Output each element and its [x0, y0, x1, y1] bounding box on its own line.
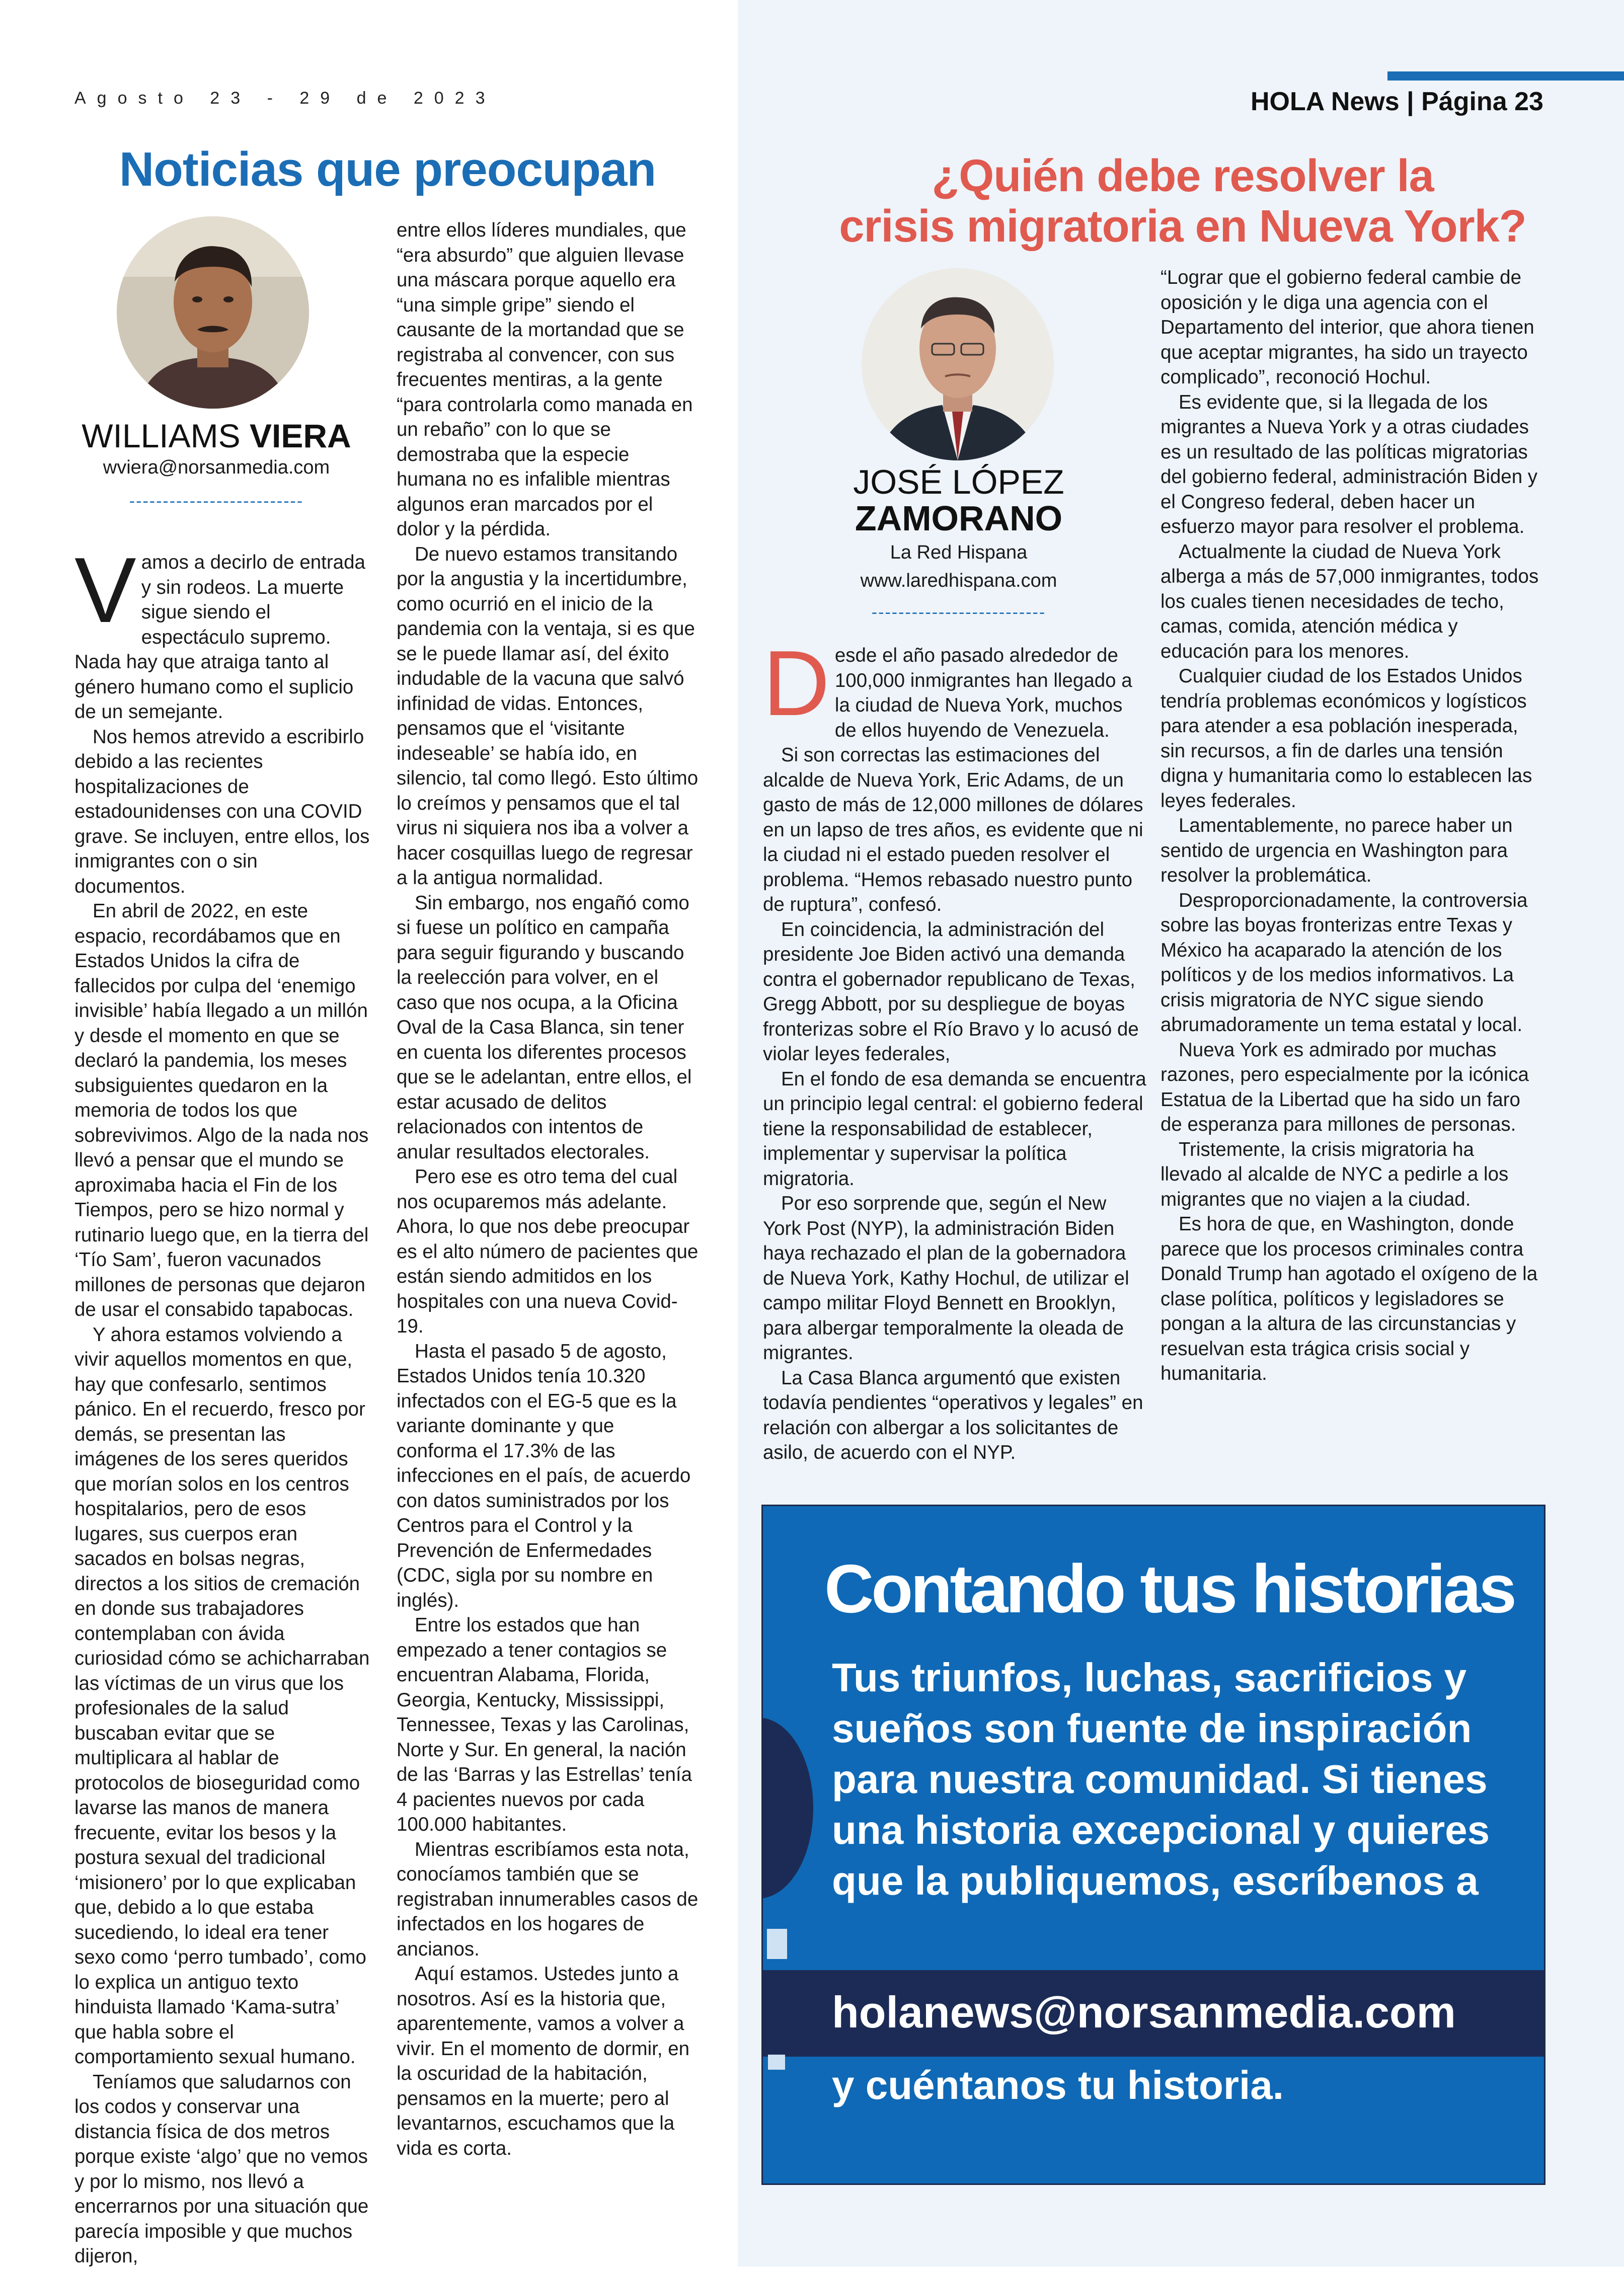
right-article-column-2 — [1161, 265, 1539, 1386]
article-paragraph: Entre los estados que han empezado a tener contagios se encuentran Alabama, Florida, Georgia, Kentucky, Mississippi, Tennessee, Texas y las Carolinas, Norte y Sur. En general, la nación de las ‘Barras y las Estrellas’ tenía 4 pacientes nuevos por cada 100.000 habitantes. — [397, 1614, 692, 1835]
article-paragraph: Tristemente, la crisis migratoria ha llevado al alcalde de NYC a pedirle a los migrantes que no viajen a la ciudad. — [1161, 1138, 1509, 1210]
author-photo-williams-viera — [117, 216, 309, 409]
author-name-line-1: JOSÉ LÓPEZ — [853, 463, 1064, 501]
article-paragraph: Pero ese es otro tema del cual nos ocuparemos más adelante. Ahora, lo que nos debe preocupar es el alto número de pacientes que están siendo admitidos en los hospitales con una nueva Covid-19. — [397, 1166, 699, 1337]
article-paragraph: En el fondo de esa demanda se encuentra un principio legal central: el gobierno federal tiene la responsabilidad de establecer, implementar y supervisar la política migratoria. — [763, 1068, 1146, 1190]
byline-divider: -------------------------- — [129, 492, 304, 511]
article-paragraph: Sin embargo, nos engañó como si fuese un político en campaña para seguir figurando y buscando la reelección para volver, en el caso que nos ocupa, a la Oficina Oval de la Casa Blanca, sin tener en cuenta los diferentes procesos que se le adelantan, entre ellos, el estar acusado de delitos relacionados con intentos de anular resultados electorales. — [397, 892, 692, 1163]
article-paragraph: Mientras escribíamos esta nota, conocíamos también que se registraban innumerables casos de infectados en los hogares de ancianos. — [397, 1838, 699, 1960]
right-article-column-1 — [763, 631, 1146, 1465]
ad-decorative-mark — [767, 1929, 787, 1959]
article-paragraph: En abril de 2022, en este espacio, recordábamos que en Estados Unidos la cifra de fallecidos por culpa del ‘enemigo invisible’ había llegado a un millón y desde el momento en que se declaró la pandemia, los meses subsiguientes quedaron en la memoria de todos los que sobrevivimos. Algo de la nada nos llevó a pensar que el mundo se aproximaba hacia el Fin de los Tiempos, pero se hizo normal y rutinario luego que, en la tierra del ‘Tío Sam’, fueron vacunados millones de personas que dejaron de usar el consabido tapabocas. — [74, 900, 369, 1320]
page-reference: HOLA News | Página 23 — [1251, 87, 1543, 116]
ad-closing: y cuéntanos tu historia. — [832, 2063, 1284, 2107]
article-paragraph: Cualquier ciudad de los Estados Unidos tendría problemas económicos y logísticos para atender a esa población inesperada, sin recursos, a fin de darles una tensión digna y humanitaria como lo establecen las leyes federales. — [1161, 665, 1532, 812]
ad-body: Tus triunfos, luchas, sacrificios y sueños son fuente de inspiración para nuestra comunidad. Si tienes una historia excepcional y quieres que la publiquemos, escríbenos a — [832, 1655, 1490, 1903]
byline-divider: -------------------------- — [871, 603, 1046, 622]
article-paragraph: Desproporcionadamente, la controversia sobre las boyas fronterizas entre Texas y México ha acaparado la atención de los políticos y de los medios informativos. La crisis migratoria de NYC sigue siendo abrumadoramente un tema estatal y local. — [1161, 889, 1528, 1036]
author-portrait-illustration — [862, 268, 1054, 460]
article-paragraph: Nos hemos atrevido a escribirlo debido a las recientes hospitalizaciones de estadounidenses con una COVID grave. Se incluyen, entre ellos, los inmigrantes con o sin documentos. — [74, 726, 370, 897]
left-article-column-2 — [397, 218, 699, 2161]
drop-cap: V — [74, 538, 136, 642]
drop-cap: D — [763, 631, 830, 735]
section-title: Noticias que preocupan — [119, 142, 656, 196]
ad-title: Contando tus historias — [824, 1550, 1514, 1627]
article-paragraph: Aquí estamos. Ustedes junto a nosotros. Así es la historia que, aparentemente, vamos a volver a vivir. En el momento de dormir, en la oscuridad de la habitación, pensamos en la muerte; pero al levantarnos, escuchamos que la vida es corta. — [397, 1963, 690, 2159]
article-paragraph: Nueva York es admirado por muchas razones, pero especialmente por la icónica Estatua de la Libertad que ha sido un faro de esperanza para millones de personas. — [1161, 1039, 1529, 1135]
right-article-headline — [755, 151, 1610, 252]
author-name-line-2: ZAMORANO — [855, 499, 1063, 538]
article-paragraph: Lamentablemente, no parece haber un sentido de urgencia en Washington para resolver la problemática. — [1161, 815, 1513, 886]
ad-email-link[interactable]: holanews@norsanmedia.com — [832, 1987, 1456, 2037]
article-paragraph: “Lograr que el gobierno federal cambie de oposición y le diga una agencia con el Departamento del interior, que ahora tienen que aceptar migrantes, ha sido un trayecto complicado”, reconoció Hochul. — [1161, 267, 1534, 388]
ad-decorative-mark — [768, 2055, 785, 2070]
header-accent-bar — [1387, 71, 1624, 81]
article-paragraph: Si son correctas las estimaciones del alcalde de Nueva York, Eric Adams, de un gasto de más de 12,000 millones de dólares en un lapso de tres años, es evidente que ni la ciudad ni el estado pueden resolver el problema. “Hemos rebasado nuestro punto de ruptura”, confesó. — [763, 744, 1143, 915]
author-byline-left — [65, 417, 367, 511]
promo-ad-box — [761, 1505, 1545, 2185]
author-photo-jose-lopez-zamorano — [862, 268, 1054, 460]
article-paragraph: Teníamos que saludarnos con los codos y conservar una distancia física de dos metros porque existe ‘algo’ que no vemos y por lo mismo, nos llevó a encerrarnos por una situación que parecía imposible y que muchos dijeron, — [74, 2071, 369, 2267]
headline-line-2: crisis migratoria en Nueva York? — [839, 201, 1526, 252]
author-website: www.laredhispana.com — [860, 570, 1057, 591]
article-paragraph: Por eso sorprende que, según el New York Post (NYP), la administración Biden haya rechazado el plan de la gobernadora de Nueva York, Kathy Hochul, de utilizar el campo militar Floyd Bennett en Brooklyn, para albergar temporalmente la oleada de migrantes. — [763, 1193, 1129, 1364]
article-paragraph: Hasta el pasado 5 de agosto, Estados Unidos tenía 10.320 infectados con el EG-5 que es la variante dominante y que conforma el 17.3% de las infecciones en el país, de acuerdo con datos suministrados por los Centros para el Control y la Prevención de Enfermedades (CDC, sigla por su nombre en inglés). — [397, 1340, 691, 1611]
article-paragraph: Desde el año pasado alrededor de 100,000 inmigrantes han llegado a la ciudad de Nueva York, muchos de ellos huyendo de Venezuela. — [763, 631, 1132, 741]
article-paragraph: Vamos a decirlo de entrada y sin rodeos. La muerte sigue siendo el espectáculo supremo. Nada hay que atraiga tanto al género humano como el suplicio de un semejante. — [74, 538, 365, 723]
left-article-column-1 — [74, 538, 372, 2269]
author-organization: La Red Hispana — [890, 542, 1028, 563]
author-byline-right — [825, 464, 1092, 622]
article-paragraph: Actualmente la ciudad de Nueva York alberga a más de 57,000 inmigrantes, todos los cuales tienen necesidades de techo, camas, comida, atención médica y educación para los menores. — [1161, 540, 1539, 662]
author-last-name: VIERA — [250, 417, 351, 454]
author-first-name: WILLIAMS — [82, 417, 241, 454]
article-paragraph: La Casa Blanca argumentó que existen todavía pendientes “operativos y legales” en relación con albergar a los solicitantes de asilo, de acuerdo con el NYP. — [763, 1367, 1143, 1463]
author-email: wviera@norsanmedia.com — [103, 457, 330, 478]
article-paragraph: Y ahora estamos volviendo a vivir aquellos momentos en que, hay que confesarlo, sentimos pánico. En el recuerdo, fresco por demás, se presentan las imágenes de los seres queridos que morían solos en los centros hospitalarios, pero de esos lugares, sus cuerpos eran sacados en bolsas negras, directos a los sitios de cremación en donde sus trabajadores contemplaban con ávida curiosidad cómo se achicharraban las víctimas de un virus que los profesionales de la salud buscaban evitar que se multiplicara al hablar de protocolos de bioseguridad como lavarse las manos de manera frecuente, evitar los besos y la postura sexual del tradicional ‘misionero’ por lo que explicaban que, debido a lo que estaba sucediendo, lo ideal era tener sexo como ‘perro tumbado’, como lo explica un antiguo texto hinduista llamado ‘Kama-sutra’ que habla sobre el comportamiento sexual humano. — [74, 1323, 370, 2068]
ad-decorative-shape — [761, 1717, 813, 1899]
issue-date: Agosto 23 - 29 de 2023 — [74, 89, 496, 108]
author-portrait-illustration — [117, 216, 309, 409]
article-paragraph: En coincidencia, la administración del presidente Joe Biden activó una demanda contra el gobernador republicano de Texas, Gregg Abbott, por su despliegue de boyas fronterizas sobre el Río Bravo y lo acusó de violar leyes federales, — [763, 918, 1139, 1065]
article-paragraph: Es hora de que, en Washington, donde parece que los procesos criminales contra Donald Trump han agotado el oxígeno de la clase política, políticos y legisladores se pongan a la altura de las circunstancias y resuelvan esta trágica crisis social y humanitaria. — [1161, 1213, 1538, 1384]
headline-line-1: ¿Quién debe resolver la — [932, 151, 1434, 201]
article-paragraph: De nuevo estamos transitando por la angustia y la incertidumbre, como ocurrió en el inicio de la pandemia con la ventaja, si es que se le puede llamar así, del éxito indudable de la vacuna que salvó infinidad de vidas. Entonces, pensamos que el ‘visitante indeseable’ se había ido, en silencio, tal como llegó. Esto último lo creímos y pensamos que el tal virus ni siquiera nos iba a volver a hacer cosquillas luego de regresar a la antigua normalidad. — [397, 543, 699, 889]
article-paragraph: Es evidente que, si la llegada de los migrantes a Nueva York y a otras ciudades es un resultado de las políticas migratorias del gobierno federal, administración Biden y el Congreso federal, deben hacer un esfuerzo mayor para resolver el problema. — [1161, 391, 1538, 537]
article-paragraph: entre ellos líderes mundiales, que “era absurdo” que alguien llevase una máscara porque aquello era “una simple gripe” siendo el causante de la mortandad que se registraba al convencer, con sus frecuentes mentiras, a la gente “para controlarla como manada en un rebaño” con lo que se demostraba que la especie humana no es infalible mientras algunos eran marcados por el dolor y la pérdida. — [397, 219, 693, 540]
author-name — [65, 417, 367, 455]
